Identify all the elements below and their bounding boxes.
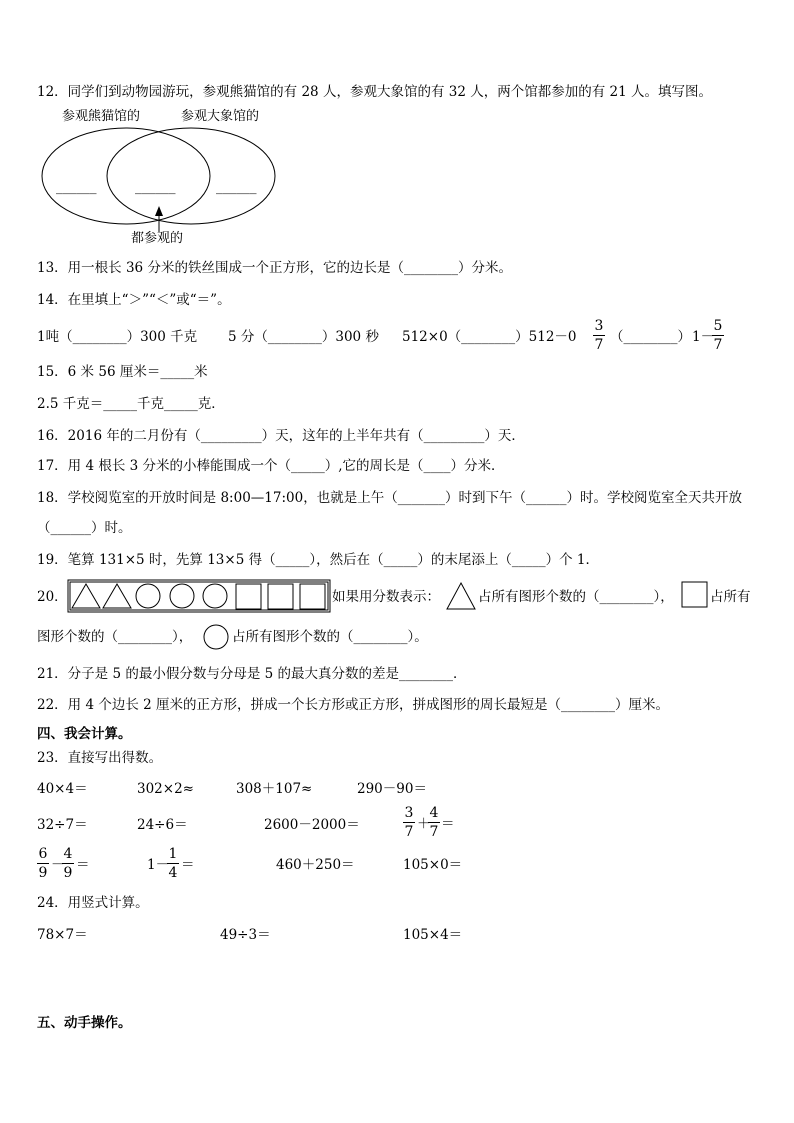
fraction-denominator: 7 xyxy=(404,824,414,840)
q16-text: 16．2016 年的二月份有（_________）天，这年的上半年共有（_________）天． xyxy=(37,428,525,444)
q14-item-2: 5 分（________）300 秒 xyxy=(228,329,379,345)
q17-text: 17．用 4 根长 3 分米的小棒能围成一个（_____）,它的周长是（____）分米． xyxy=(37,458,505,474)
fraction-numerator: 3 xyxy=(594,318,604,334)
q23-r3-equals: ＝ xyxy=(76,857,90,873)
q24-item-2: 49÷3＝ xyxy=(220,927,271,943)
section-5-title: 五、动手操作。 xyxy=(37,1015,132,1031)
q24-item-1: 78×7＝ xyxy=(37,927,88,943)
q20-text-4: 图形个数的（________）， xyxy=(37,629,193,645)
q22-text: 22．用 4 个边长 2 厘米的正方形，拼成一个长方形或正方形，拼成图形的周长最短是（________）厘米。 xyxy=(37,697,670,713)
fraction-numerator: 4 xyxy=(63,846,73,862)
q13-text: 13．用一根长 36 分米的铁丝围成一个正方形，它的边长是（________）分米。 xyxy=(37,260,512,276)
venn-label-panda: 参观熊猫馆的 xyxy=(62,109,141,124)
q18-text-2: （______）时。 xyxy=(37,520,132,536)
shape-row-frame xyxy=(68,580,330,612)
q14-text: 14．在里填上“＞”“＜”或“＝”。 xyxy=(37,292,231,308)
fraction-numerator: 5 xyxy=(713,318,723,334)
q23-r3-c: 460＋250＝ xyxy=(276,857,355,873)
venn-blank-left[interactable]: ______ xyxy=(56,179,97,195)
q20-text-2: 占所有图形个数的（________）， xyxy=(478,589,674,605)
fraction-bar xyxy=(167,863,179,864)
q23-r3-equals-2: ＝ xyxy=(181,857,195,873)
q15-text-2: 2.5 千克＝_____千克_____克． xyxy=(37,396,225,412)
venn-blank-middle[interactable]: ______ xyxy=(135,179,176,195)
fraction-denominator: 4 xyxy=(168,865,178,881)
q23-r2-plus: ＋ xyxy=(417,816,431,832)
q23-r3-fraction-c xyxy=(167,846,179,881)
q24-text: 24．用竖式计算。 xyxy=(37,895,149,911)
q23-r1-d: 290－90＝ xyxy=(357,781,427,797)
venn-label-elephant: 参观大象馆的 xyxy=(181,109,260,124)
q20-text-3: 占所有 xyxy=(710,589,751,605)
q14-item-1: 1吨（________）300 千克 xyxy=(37,329,198,345)
q18-text: 18．学校阅览室的开放时间是 8:00—17:00，也就是上午（_______）时到下午（______）时。学校阅览室全天共开放 xyxy=(37,490,742,506)
q14-item-3: 512×0（________）512－0 xyxy=(402,329,577,345)
square-shape xyxy=(300,584,325,609)
triangle-icon-inline xyxy=(447,583,475,609)
q23-r2-fraction-b xyxy=(428,805,440,840)
square-icon-inline xyxy=(682,582,707,607)
fraction-bar xyxy=(403,822,415,823)
q23-r2-fraction-a xyxy=(403,805,415,840)
q23-r1-b: 302×2≈ xyxy=(137,781,194,797)
section-4-title: 四、我会计算。 xyxy=(37,726,132,742)
q12-text: 12．同学们到动物园游玩，参观熊猫馆的有 28 人，参观大象馆的有 32 人，两个馆都参加的有 21 人。填写图。 xyxy=(37,84,712,100)
circle-shape xyxy=(136,584,160,608)
circle-shape xyxy=(203,584,227,608)
q24-item-3: 105×4＝ xyxy=(403,927,463,943)
fraction-denominator: 7 xyxy=(713,337,723,353)
fraction-denominator: 9 xyxy=(63,865,73,881)
fraction-bar xyxy=(428,822,440,823)
q23-r1-c: 308＋107≈ xyxy=(236,781,313,797)
square-shape xyxy=(268,584,293,609)
fraction-denominator: 7 xyxy=(429,824,439,840)
q23-r2-a: 32÷7＝ xyxy=(37,817,88,833)
q15-text: 15．6 米 56 厘米＝_____米 xyxy=(37,364,208,380)
fraction-bar xyxy=(37,863,49,864)
fraction-numerator: 1 xyxy=(168,846,178,862)
circle-shape xyxy=(170,584,194,608)
triangle-shape xyxy=(72,584,100,608)
q23-r2-b: 24÷6＝ xyxy=(137,817,188,833)
q14-item-4-prefix: 1－ xyxy=(692,329,715,345)
q20-number: 20． xyxy=(37,589,68,605)
circle-icon-inline xyxy=(204,625,228,649)
venn-label-both: 都参观的 xyxy=(131,231,184,246)
q23-r2-c: 2600－2000＝ xyxy=(264,817,360,833)
q21-text: 21．分子是 5 的最小假分数与分母是 5 的最大真分数的差是________． xyxy=(37,666,467,682)
fraction-denominator: 7 xyxy=(594,337,604,353)
fraction-numerator: 3 xyxy=(404,805,414,821)
triangle-shape xyxy=(103,584,131,608)
fraction-numerator: 6 xyxy=(38,846,48,862)
q20-text-5: 占所有图形个数的（________）。 xyxy=(232,629,428,645)
q23-r3-fraction-a xyxy=(37,846,49,881)
square-shape xyxy=(236,584,261,609)
fraction-denominator: 9 xyxy=(38,865,48,881)
q19-text: 19．笔算 131×5 时，先算 13×5 得（_____），然后在（_____）的末尾添上（_____）个 1． xyxy=(37,552,599,568)
venn-blank-right[interactable]: ______ xyxy=(216,179,257,195)
q23-r3-d: 105×0＝ xyxy=(403,857,463,873)
q23-r1-a: 40×4＝ xyxy=(37,781,88,797)
q14-item-4-blank: （________） xyxy=(610,329,691,345)
q23-r2-equals: ＝ xyxy=(441,816,455,832)
fraction-numerator: 4 xyxy=(429,805,439,821)
q20-text-1: 如果用分数表示： xyxy=(332,589,440,605)
q23-text: 23．直接写出得数。 xyxy=(37,750,163,766)
q23-r3-minus: － xyxy=(51,857,65,873)
fraction-bar xyxy=(62,863,74,864)
q23-r3-fraction-b xyxy=(62,846,74,881)
q23-r3-one-minus: 1－ xyxy=(147,857,170,873)
